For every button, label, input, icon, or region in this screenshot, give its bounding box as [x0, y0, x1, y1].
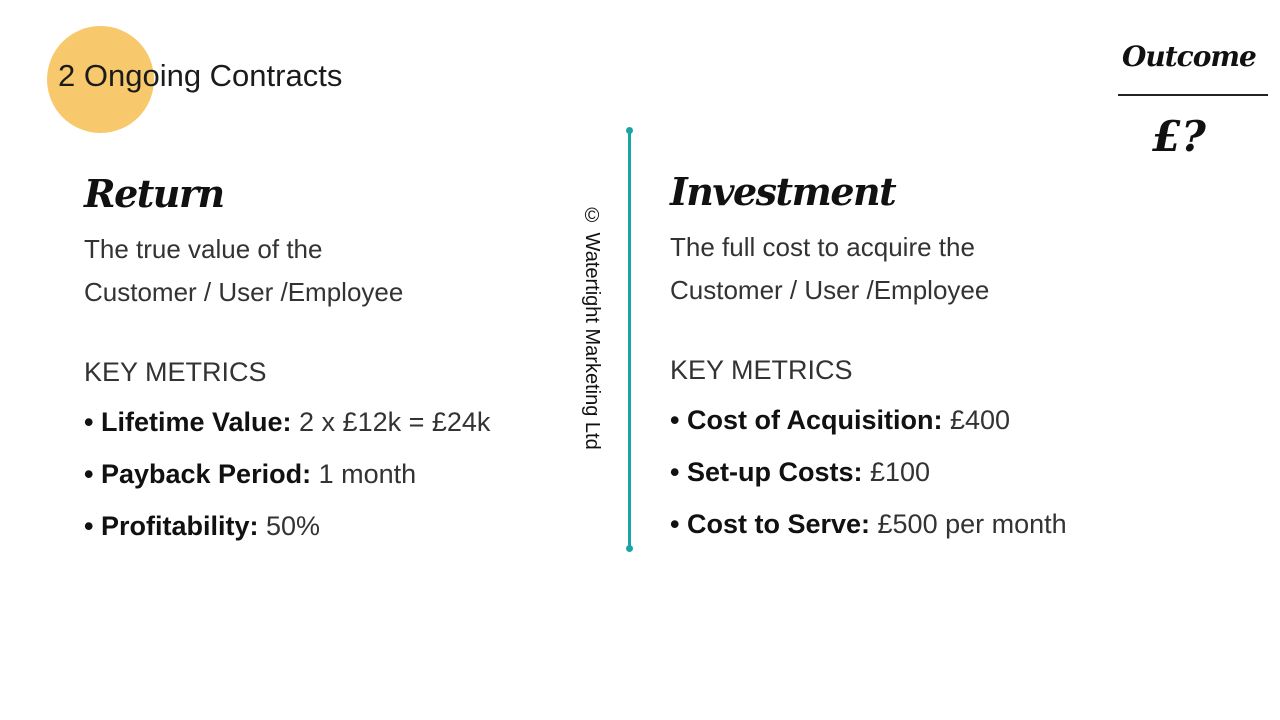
- bullet-icon: •: [84, 407, 101, 437]
- investment-metric-setup-costs: [670, 454, 1067, 490]
- outcome-label: Outcome: [1122, 40, 1256, 73]
- investment-column: [670, 168, 1067, 558]
- investment-description-line-1: The full cost to acquire the: [670, 232, 975, 262]
- investment-description-line-2: Customer / User /Employee: [670, 275, 990, 305]
- copyright-notice: © Watertight Marketing Ltd: [581, 205, 603, 450]
- bullet-icon: •: [670, 405, 687, 435]
- return-metric-lifetime-value: [84, 404, 490, 440]
- metric-name: Cost to Serve:: [686, 509, 871, 539]
- metric-name: Cost of Acquisition:: [686, 405, 943, 435]
- investment-metric-cost-of-acquisition: [670, 402, 1067, 438]
- return-metrics-label: KEY METRICS: [84, 357, 267, 387]
- bullet-icon: •: [670, 457, 687, 487]
- metric-value: £500 per month: [870, 509, 1067, 539]
- return-description-line-2: Customer / User /Employee: [84, 277, 404, 307]
- bullet-icon: •: [84, 511, 101, 541]
- metric-name: Lifetime Value:: [100, 407, 292, 437]
- investment-metric-cost-to-serve: [670, 506, 1067, 542]
- investment-metrics-label: KEY METRICS: [670, 355, 853, 385]
- outcome-value: £?: [1152, 112, 1206, 161]
- return-description-line-1: The true value of the: [84, 234, 323, 264]
- metric-value: £400: [942, 405, 1011, 435]
- metric-name: Payback Period:: [100, 459, 312, 489]
- return-heading: Return: [84, 171, 224, 216]
- metric-value: £100: [862, 457, 931, 487]
- investment-heading: Investment: [670, 169, 896, 214]
- metric-value: 2 x £12k = £24k: [291, 407, 491, 437]
- divider-bottom-cap: [626, 545, 633, 552]
- metric-name: Set-up Costs:: [686, 457, 863, 487]
- column-divider: [628, 131, 631, 549]
- slide-title: 2 Ongoing Contracts: [58, 58, 343, 93]
- bullet-icon: •: [670, 509, 687, 539]
- bullet-icon: •: [84, 459, 101, 489]
- return-metric-profitability: [84, 508, 490, 544]
- return-metric-payback-period: [84, 456, 490, 492]
- return-column: [84, 170, 490, 560]
- metric-value: 1 month: [311, 459, 417, 489]
- outcome-divider: [1118, 94, 1268, 96]
- divider-top-cap: [626, 127, 633, 134]
- metric-value: 50%: [258, 511, 321, 541]
- metric-name: Profitability:: [100, 511, 259, 541]
